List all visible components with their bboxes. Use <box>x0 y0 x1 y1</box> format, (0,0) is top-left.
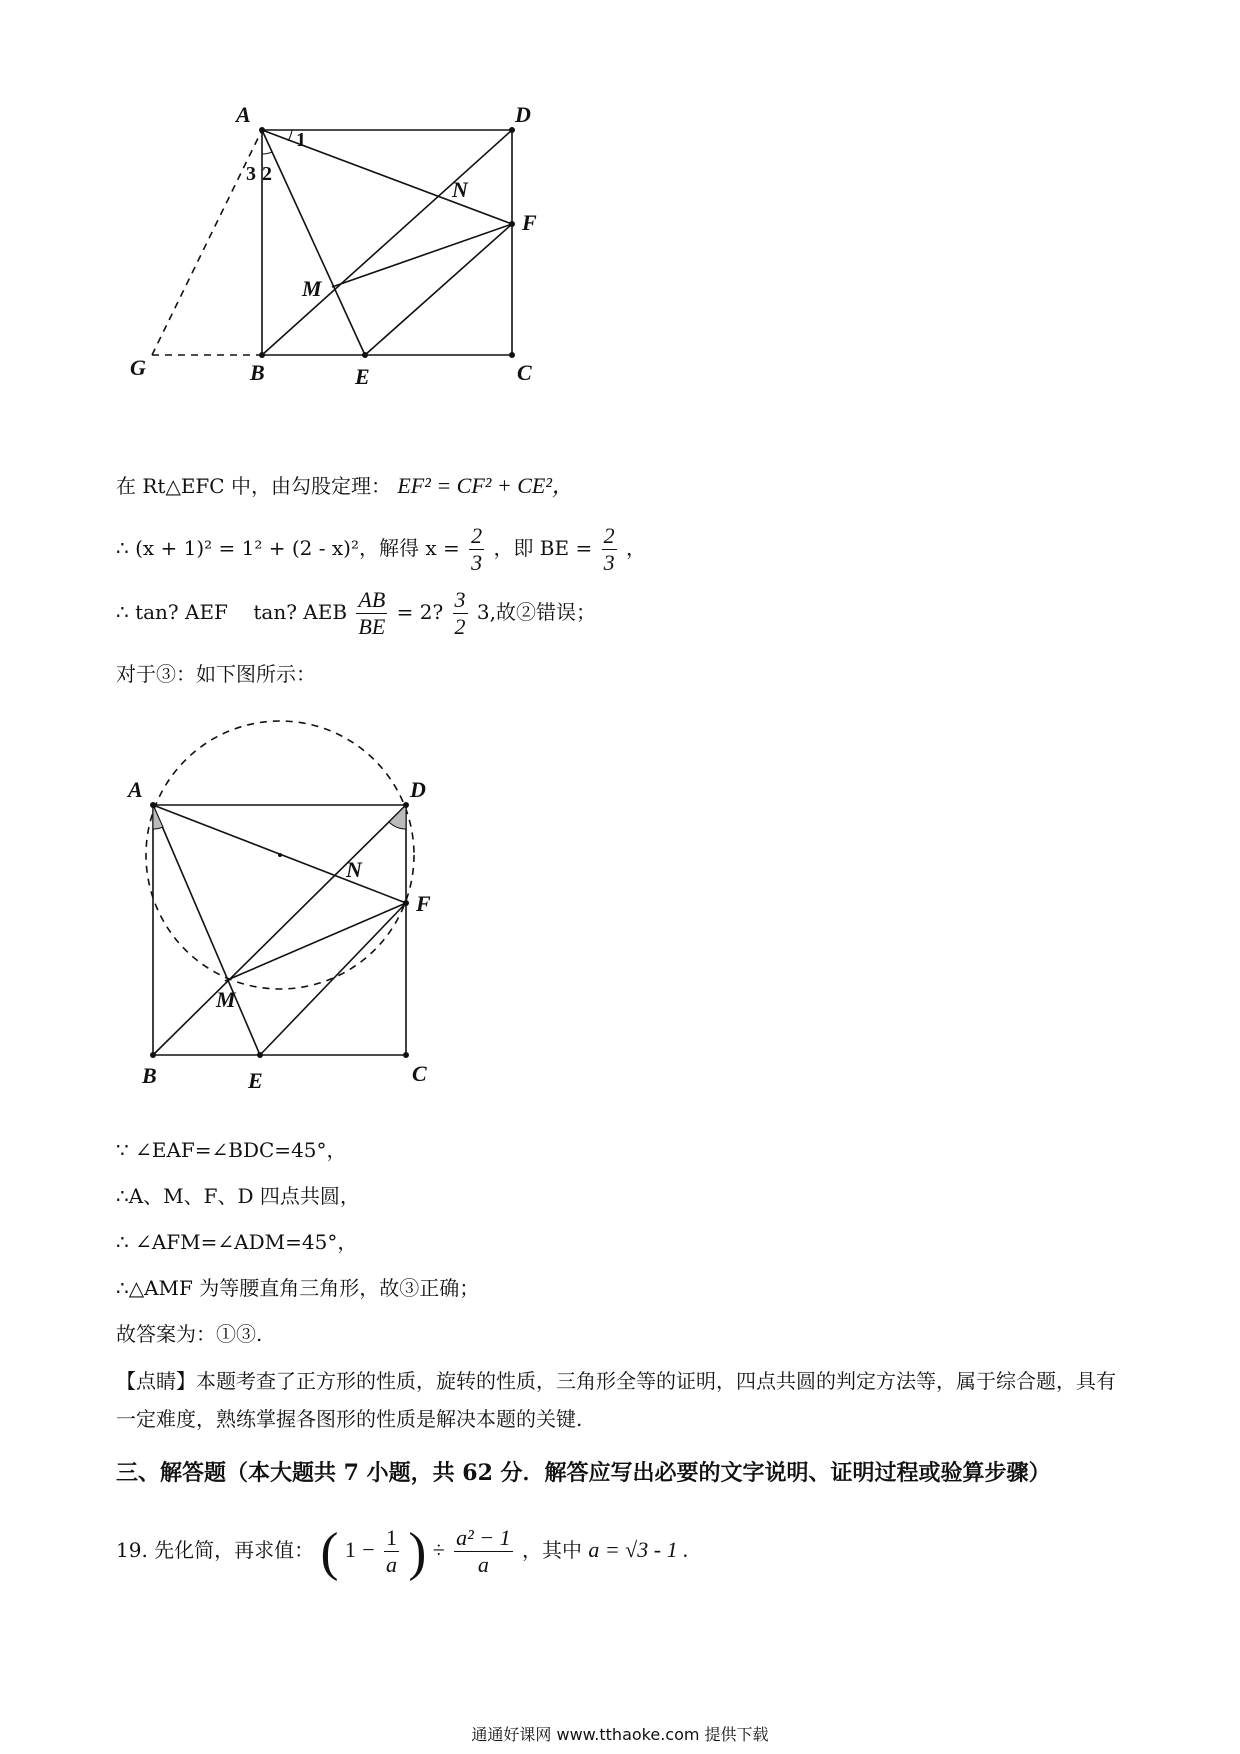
segment-ef-2 <box>260 903 406 1055</box>
segment-ef <box>365 224 512 355</box>
point-f <box>509 221 515 227</box>
solution-line-2-mid: ，即 BE = <box>493 536 593 560</box>
label-angle-2: 2 <box>262 163 272 185</box>
angle-bdc-mark <box>389 805 406 829</box>
point-c <box>509 352 515 358</box>
question-19-mid: ，其中 <box>521 1538 582 1562</box>
fraction-three-halves <box>453 587 468 640</box>
point-a-2 <box>150 802 156 808</box>
fraction-a2-minus-1-over-a <box>454 1525 512 1578</box>
fraction-a2-numerator: a² − 1 <box>456 1525 511 1550</box>
comment-paragraph: 【点睛】本题考查了正方形的性质，旋转的性质，三角形全等的证明，四点共圆的判定方法等，属于综合题，具有一定难度，熟练掌握各图形的性质是解决本题的关键. <box>116 1369 1116 1431</box>
point-d-2 <box>403 802 409 808</box>
label-angle-1: 1 <box>296 129 306 151</box>
solution-line-3-mid: = 2? <box>396 600 444 624</box>
solution-line-2 <box>116 520 646 576</box>
point-b-2 <box>150 1052 156 1058</box>
fraction-one-over-a-denominator: a <box>386 1552 398 1577</box>
label-g: G <box>130 355 146 380</box>
left-paren: ( <box>320 1521 339 1582</box>
label-c: C <box>517 360 532 385</box>
right-paren: ) <box>408 1521 427 1582</box>
label-n: N <box>452 177 468 202</box>
label-a-2: A <box>128 777 143 802</box>
label-b: B <box>250 360 265 385</box>
segment-mf <box>332 224 512 287</box>
circle-center <box>278 853 282 857</box>
section-heading: 三、解答题（本大题共 7 小题，共 62 分．解答应写出必要的文字说明、证明过程或验算步骤） <box>116 1460 1051 1486</box>
fraction-ab-numerator: AB <box>358 587 386 612</box>
solution2-line-5: 故答案为：①③. <box>116 1322 263 1346</box>
fraction-one-over-a-numerator: 1 <box>386 1525 398 1550</box>
label-b-2: B <box>142 1063 157 1088</box>
figure-1-svg <box>120 100 560 440</box>
solution-line-2-prefix: ∴ (x + 1)² = 1² + (2 - x)²，解得 x = <box>116 536 460 560</box>
label-f: F <box>522 210 537 235</box>
fraction-be-value <box>602 523 617 576</box>
point-f-2 <box>403 900 409 906</box>
diagonal-bd <box>262 130 512 355</box>
solution-line-3 <box>116 584 596 640</box>
expr-minus: − <box>362 1537 375 1562</box>
point-e <box>362 352 368 358</box>
solution-line-1 <box>116 472 574 500</box>
segment-mf-2 <box>225 903 406 981</box>
label-d: D <box>515 102 531 127</box>
fraction-be-numerator: 2 <box>603 523 615 548</box>
question-19-eq: a = √3 - 1 . <box>588 1537 689 1562</box>
solution-line-4: 对于③：如下图所示： <box>116 662 316 686</box>
solution2-line-2: ∴A、M、F、D 四点共圆， <box>116 1184 360 1208</box>
fraction-one-over-a <box>384 1525 399 1578</box>
fraction-x-numerator: 2 <box>471 523 483 548</box>
fraction-a-denominator: a <box>477 1552 489 1577</box>
angle-2-arc <box>262 152 272 154</box>
fraction-ab-be <box>356 587 387 640</box>
fraction-x-value <box>469 523 484 576</box>
label-f-2: F <box>416 891 431 916</box>
question-19-prefix: 19. 先化简，再求值： <box>116 1538 315 1562</box>
page-footer: 通通好课网 www.tthaoke.com 提供下载 <box>471 1725 769 1744</box>
diagonal-bd-2 <box>153 805 406 1055</box>
solution-line-3-end: 3,故②错误； <box>476 600 596 624</box>
solution-line-3-prefix: ∴ tan? AEF tan? AEB <box>116 600 348 624</box>
solution2-line-3: ∴ ∠AFM=∠ADM=45°， <box>116 1230 358 1254</box>
fraction-be-denominator: 3 <box>603 550 615 575</box>
label-m: M <box>302 276 322 301</box>
question-19 <box>116 1520 689 1580</box>
point-d <box>509 127 515 133</box>
point-b <box>259 352 265 358</box>
label-e-2: E <box>248 1068 263 1093</box>
label-d-2: D <box>410 777 426 802</box>
solution2-line-4: ∴△AMF 为等腰直角三角形，故③正确； <box>116 1276 480 1300</box>
expr-one: 1 <box>344 1537 356 1562</box>
solution2-line-1: ∵ ∠EAF=∠BDC=45°， <box>116 1138 347 1162</box>
fraction-be-denominator-2: BE <box>358 614 386 639</box>
point-e-2 <box>257 1052 263 1058</box>
point-a <box>259 127 265 133</box>
label-n-2: N <box>346 857 362 882</box>
point-c-2 <box>403 1052 409 1058</box>
fraction-two-denominator: 2 <box>454 614 466 639</box>
figure-2-svg <box>120 715 460 1095</box>
label-m-2: M <box>216 987 236 1012</box>
label-e: E <box>355 364 370 389</box>
expr-divide: ÷ <box>432 1537 445 1562</box>
figure-square-rotation <box>120 100 560 440</box>
label-angle-3: 3 <box>246 163 256 185</box>
solution-line-1-text: 在 Rt△EFC 中，由勾股定理： <box>116 474 391 498</box>
figure-cyclic-quadrilateral <box>120 715 460 1095</box>
fraction-three-numerator: 3 <box>454 587 466 612</box>
solution-line-2-end: ， <box>625 536 646 560</box>
solution-line-1-eq: EF² = CF² + CE²， <box>397 473 574 498</box>
angle-1-arc <box>288 130 292 141</box>
label-a: A <box>236 102 251 127</box>
label-c-2: C <box>412 1061 427 1086</box>
fraction-x-denominator: 3 <box>471 550 483 575</box>
